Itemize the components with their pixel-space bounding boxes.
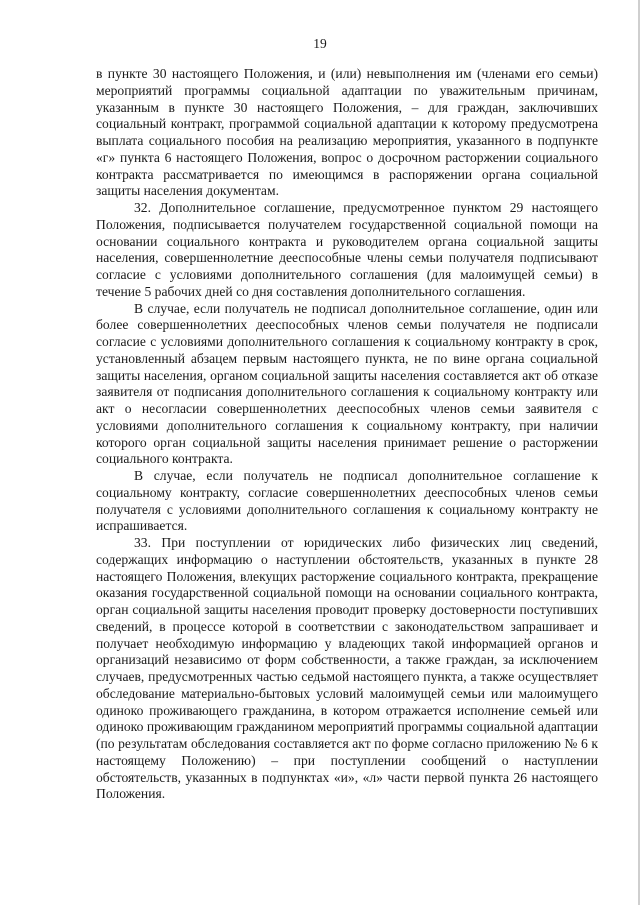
- paragraph-point-32: 32. Дополнительное соглашение, предусмотренное пунктом 29 настоящего Положения, подписывается получателем государственной социальной помощи на основании социального контракта и руководителем органа социальной защиты населения, совершеннолетние дееспособные члены семьи получателя подписывают согласие с условиями дополнительного соглашения (для малоимущей семьи) в течение 5 рабочих дней со дня составления дополнительного соглашения.: [96, 200, 598, 299]
- page-number: 19: [313, 36, 327, 51]
- paragraph-continuation-point-31: в пункте 30 настоящего Положения, и (или) невыполнения им (членами его семьи) мероприятий программы социальной адаптации по уважительным причинам, указанным в пункте 30 настоящего Положения, – для граждан, заключивших социальный контракт, программой социальной адаптации к которому предусмотрена выплата социального пособия на реализацию мероприятия, указанного в подпункте «г» пункта 6 настоящего Положения, вопрос о досрочном расторжении социального контракта рассматривается по имеющимся в распоряжении органа социальной защиты населения документам.: [96, 66, 598, 199]
- document-body: [96, 66, 598, 803]
- paragraph-point-32-refusal-act: В случае, если получатель не подписал дополнительное соглашение, один или более совершеннолетних дееспособных членов семьи получателя не подписали согласие с условиями дополнительного соглашения к социальному контракту в срок, установленный абзацем первым настоящего пункта, не по вине органа социальной защиты населения, органом социальной защиты населения составляется акт об отказе заявителя от подписания дополнительного соглашения к социальному контракту или акт о несогласии совершеннолетних дееспособных членов семьи заявителя с условиями дополнительного соглашения к социальному контракту, при наличии которого орган социальной защиты населения принимает решение о расторжении социального контракта.: [96, 300, 598, 467]
- paragraph-point-32-consent-not-requested: В случае, если получатель не подписал дополнительное соглашение к социальному контракту, согласие совершеннолетних дееспособных членов семьи получателя с условиями дополнительного соглашения к социальному контракту не испрашивается.: [96, 468, 598, 534]
- paragraph-point-33: 33. При поступлении от юридических либо физических лиц сведений, содержащих информацию о наступлении обстоятельств, указанных в пункте 28 настоящего Положения, влекущих расторжение социального контракта, прекращение оказания государственной социальной помощи на основании социального контракта, орган социальной защиты населения проводит проверку достоверности поступивших сведений, в процессе которой в соответствии с законодательством запрашивает и получает необходимую информацию у владеющих такой информацией органов и организаций независимо от форм собственности, а также граждан, за исключением случаев, предусмотренных частью седьмой настоящего пункта, а также осуществляет обследование материально-бытовых условий малоимущей семьи или малоимущего одиноко проживающего гражданина, в котором отражается исполнение семьей или одиноко проживающим гражданином мероприятий программы социальной адаптации (по результатам обследования составляется акт по форме согласно приложению № 6 к настоящему Положению) – при поступлении сообщений о наступлении обстоятельств, указанных в подпунктах «и», «л» части первой пункта 26 настоящего Положения.: [96, 535, 598, 802]
